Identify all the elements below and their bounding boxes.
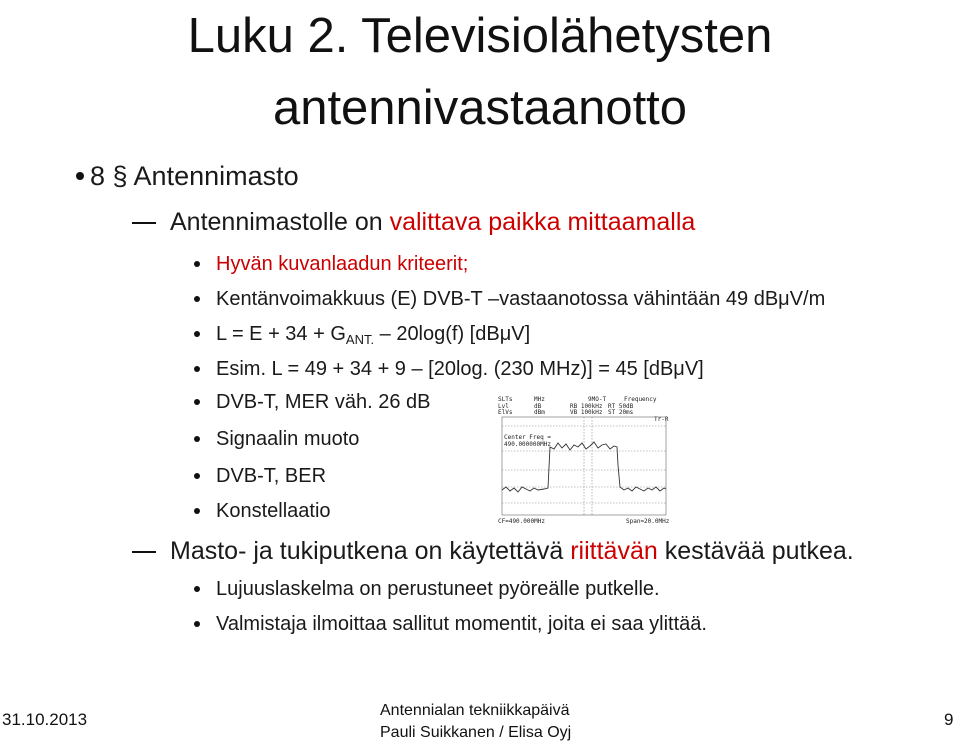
list-item <box>216 285 825 313</box>
formula-rest: – 20log(f) [dBμV] <box>374 323 531 345</box>
list-item <box>216 462 326 490</box>
list-item <box>216 250 468 278</box>
spectrum-analyzer-screenshot <box>496 395 672 525</box>
spectrum-label: dB <box>534 403 542 410</box>
sub2-prefix: Masto- ja tukiputkena on käytettävä <box>170 537 571 565</box>
spectrum-label: 490.000000MHz <box>504 441 551 448</box>
list-item <box>216 388 431 416</box>
list-item <box>216 425 359 453</box>
spectrum-label: VB 100kHz <box>570 409 603 416</box>
dash-icon <box>132 551 156 553</box>
list-item-text: Valmistaja ilmoittaa sallitut momentit, joita ei saa ylittää. <box>216 613 707 635</box>
sub2-suffix: kestävää putkea. <box>657 537 854 565</box>
spectrum-label: 9MO-T <box>588 396 607 403</box>
bullet-dot-icon <box>194 331 200 337</box>
bullet-dot-icon <box>194 261 200 267</box>
list-item <box>216 575 660 603</box>
footer-center <box>380 700 571 744</box>
list-item-text: Lujuuslaskelma on perustuneet pyöreälle putkelle. <box>216 578 660 600</box>
footer-authors: Pauli Suikkanen / Elisa Oyj <box>380 724 572 741</box>
spectrum-label: RT 50dB <box>608 403 634 410</box>
list-item-text: Signaalin muoto <box>216 428 360 450</box>
list-item <box>216 610 707 638</box>
spectrum-label: MHz <box>534 396 545 403</box>
sub1-prefix: Antennimastolle on <box>170 208 390 236</box>
list-item-text: DVB-T, BER <box>216 465 327 487</box>
title-line-2: antennivastaanotto <box>272 81 688 135</box>
list-item-text: Konstellaatio <box>216 500 331 522</box>
spectrum-label: dBm <box>534 409 545 416</box>
bullet-dot-icon <box>194 436 200 442</box>
footer-date: 31.10.2013 <box>2 710 88 729</box>
bullet-dot-icon <box>76 172 84 180</box>
spectrum-label: Lvl <box>498 403 509 410</box>
spectrum-label: ElVs <box>498 409 513 416</box>
title-line-1: Luku 2. Televisiolähetysten <box>187 9 773 63</box>
sub-bullet-1 <box>170 205 695 239</box>
bullet-main-text: 8 § Antennimasto <box>90 161 299 191</box>
bullet-dot-icon <box>194 296 200 302</box>
formula-subscript: ANT. <box>345 332 375 347</box>
spectrum-label: ST 20ms <box>608 409 634 416</box>
list-item-text: Esim. L = 49 + 34 + 9 – [20log. (230 MHz)] = 45 [dBμV] <box>216 358 704 380</box>
bullet-dot-icon <box>194 586 200 592</box>
bullet-dot-icon <box>194 508 200 514</box>
formula-text: L = E + 34 + G <box>216 323 346 345</box>
spectrum-label: Frequency <box>624 396 657 403</box>
bullet-dot-icon <box>194 399 200 405</box>
list-item <box>216 497 331 525</box>
bullet-main <box>90 158 299 194</box>
list-item <box>216 320 530 354</box>
list-item <box>216 355 704 383</box>
sub-bullet-2 <box>170 534 854 568</box>
footer-event: Antennialan tekniikkapäivä <box>380 702 570 719</box>
spectrum-label: CF=490.000MHz <box>498 518 545 525</box>
dash-icon <box>132 222 156 224</box>
slide-title <box>0 0 960 144</box>
spectrum-label: SLTs <box>498 396 513 403</box>
spectrum-label: RB 100kHz <box>570 403 603 410</box>
bullet-dot-icon <box>194 366 200 372</box>
sub1-red: valittava paikka mittaamalla <box>389 208 696 236</box>
list-item-text: Kentänvoimakkuus (E) DVB-T –vastaanotossa vähintään 49 dBμV/m <box>216 288 826 310</box>
sub2-red: riittävän <box>570 537 658 565</box>
spectrum-label: Center Freq = <box>504 434 551 441</box>
list-item-text: Hyvän kuvanlaadun kriteerit; <box>216 253 469 275</box>
list-item-text: DVB-T, MER väh. 26 dB <box>216 391 431 413</box>
bullet-dot-icon <box>194 473 200 479</box>
bullet-dot-icon <box>194 621 200 627</box>
spectrum-label: Tr-R <box>654 416 669 423</box>
spectrum-label: Span=20.0MHz <box>626 518 670 525</box>
page-number: 9 <box>944 710 954 729</box>
